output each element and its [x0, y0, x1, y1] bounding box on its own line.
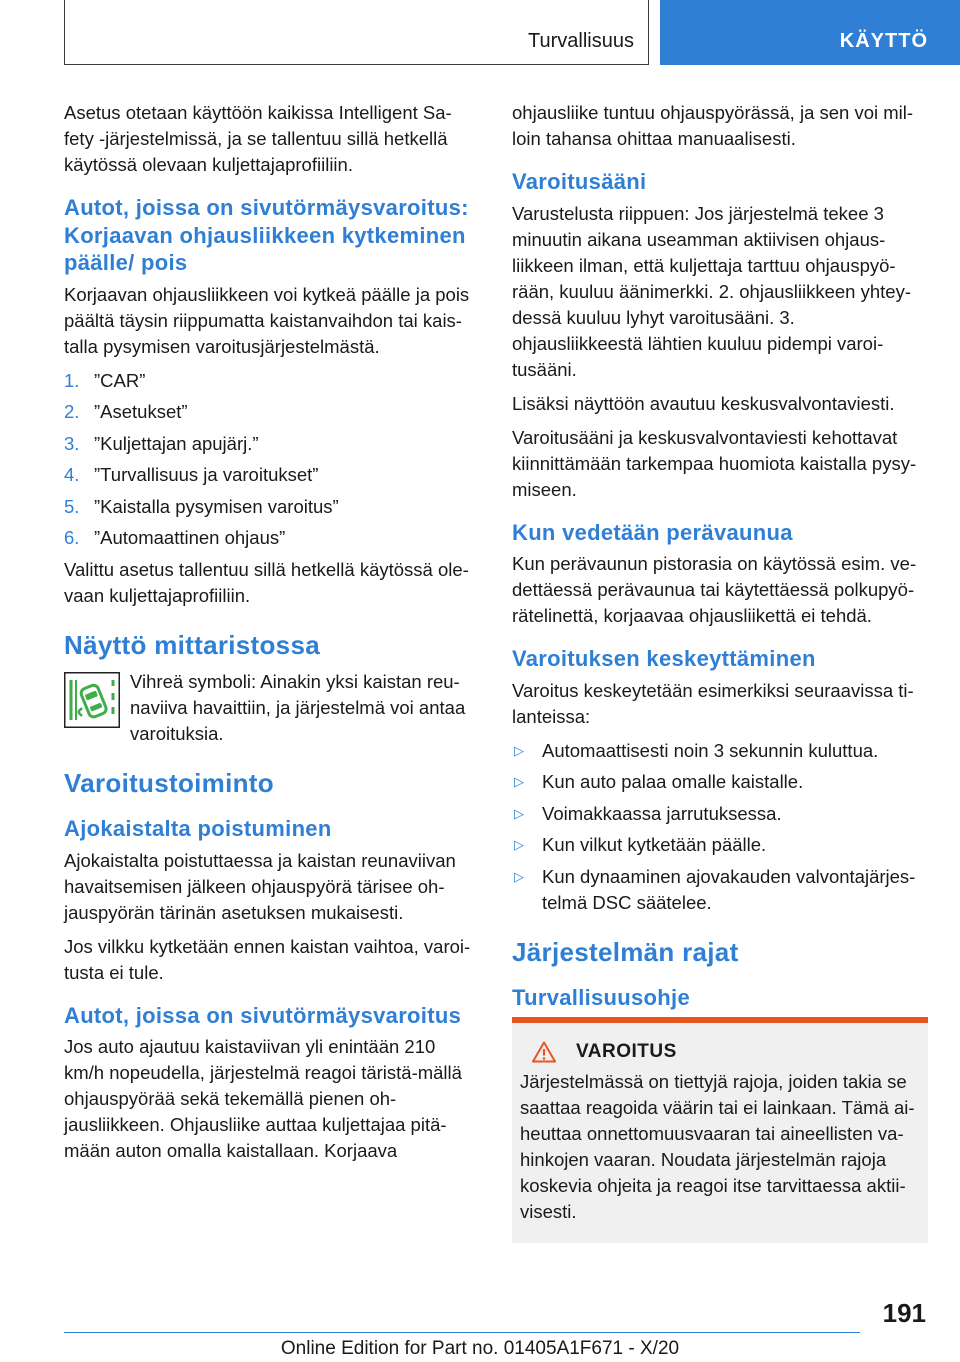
list-item	[64, 525, 480, 551]
step-number: 6.	[64, 527, 80, 548]
step-text: ”Automaattinen ohjaus”	[94, 527, 286, 548]
intro-paragraph: Asetus otetaan käyttöön kaikissa Intelligent Sa-fety -järjestelmissä, ja se tallentuu sillä hetkellä käytössä olevaan kuljettajaprofiiliin.	[64, 102, 452, 175]
step-number: 4.	[64, 464, 80, 485]
warning-text: Järjestelmässä on tiettyjä rajoja, joiden takia se saattaa reagoida väärin tai ei lainkaan. Tämä ai-heuttaa onnettomuusvaaran tai aineellisten va-hinkojen vaaran. Noudata järjestelmän rajoja koskevia ohjeita ja reagoi itse tarvittaessa aktii-visesti.	[520, 1071, 915, 1222]
bullet-text: Kun vilkut kytketään päälle.	[542, 834, 767, 855]
paragraph-sound-3: Varoitusääni ja keskusvalvontaviesti kehottavat kiinnittämään tarkempaa huomiota kaistalla pysy-miseen.	[512, 426, 917, 500]
heading-leave: Ajokaistalta poistuminen	[64, 816, 332, 841]
list-item	[512, 769, 928, 795]
step-text: ”CAR”	[94, 369, 146, 391]
right-column	[512, 100, 928, 1243]
heading-safety: Turvallisuusohje	[512, 984, 690, 1010]
warning-box	[512, 1017, 928, 1243]
paragraph-trailer: Kun perävaunun pistorasia on käytössä esim. ve-dettäessä perävaunua tai käytettäessä polkupyö-rätelinettä, korjaavaa ohjausliikettä ei tehdä.	[512, 553, 917, 626]
footer-divider	[64, 1332, 860, 1333]
bullet-text: Voimakkaassa jarrutuksessa.	[542, 802, 782, 824]
step-number: 2.	[64, 401, 80, 422]
header-chapter-title: KÄYTTÖ	[839, 30, 928, 52]
bullet-triangle-icon: ▷	[514, 868, 524, 884]
warning-header	[520, 1041, 918, 1063]
list-item	[64, 494, 480, 520]
symbol-row	[64, 669, 480, 747]
lane-departure-symbol-icon	[64, 672, 120, 728]
paragraph-switch: Korjaavan ohjausliikkeen voi kytkeä päälle ja pois päältä täysin riippumatta kaistanvaihdon tai kais-talla pysymisen varoitusjärjestelmästä.	[64, 283, 470, 357]
list-item	[64, 462, 480, 488]
list-item	[64, 431, 480, 457]
step-number: 5.	[64, 495, 80, 517]
bullet-text: Kun auto palaa omalle kaistalle.	[542, 771, 804, 792]
interrupt-list	[512, 738, 928, 916]
bullet-text: Automaattisesti noin 3 sekunnin kuluttua.	[542, 739, 879, 761]
heading-function: Varoitustoiminto	[64, 768, 274, 798]
heading-interrupt: Varoituksen keskeyttäminen	[512, 646, 816, 671]
bullet-triangle-icon: ▷	[514, 742, 524, 758]
footer-edition: Online Edition for Part no. 01405A1F671 - X/20	[280, 1338, 680, 1359]
paragraph-continued: ohjausliike tuntuu ohjauspyörässä, ja sen voi mil-loin tahansa ohittaa manuaalisesti.	[512, 102, 914, 149]
bullet-triangle-icon: ▷	[514, 774, 524, 789]
list-item	[64, 368, 480, 394]
list-item	[64, 399, 480, 425]
warning-title: VAROITUS	[576, 1041, 677, 1062]
paragraph-symbol: Vihreä symboli: Ainakin yksi kaistan reu-naviiva havaittiin, ja järjestelmä voi antaa varoituksia.	[130, 671, 466, 744]
list-item	[512, 864, 928, 916]
left-column	[64, 100, 480, 1172]
paragraph-leave-1: Ajokaistalta poistuttaessa ja kaistan reunaviivan havaitsemisen jälkeen ohjauspyörä tärisee oh-jauspyörän tärinän asetuksen mukaisesti.	[64, 849, 456, 923]
step-text: ”Turvallisuus ja varoitukset”	[94, 464, 319, 485]
list-item	[512, 738, 928, 764]
step-text: ”Kuljettajan apujärj.”	[94, 432, 259, 454]
heading-sound: Varoitusääni	[512, 169, 647, 194]
paragraph-leave-2: Jos vilkku kytketään ennen kaistan vaihtoa, varoi-tusta ei tule.	[64, 935, 471, 983]
step-text: ”Asetukset”	[94, 401, 188, 422]
list-item	[512, 801, 928, 827]
heading-display: Näyttö mittaristossa	[64, 630, 320, 660]
heading-trailer: Kun vedetään perävaunua	[512, 519, 793, 545]
page-number: 191	[882, 1298, 926, 1328]
paragraph-sound-2: Lisäksi näyttöön avautuu keskusvalvontaviesti.	[512, 392, 895, 414]
step-text: ”Kaistalla pysymisen varoitus”	[94, 495, 339, 517]
header-section-box	[64, 0, 649, 65]
bullet-triangle-icon: ▷	[514, 805, 524, 821]
step-number: 1.	[64, 369, 80, 391]
header-section-title: Turvallisuus	[528, 30, 634, 52]
paragraph-saved: Valittu asetus tallentuu sillä hetkellä käytössä ole-vaan kuljettajaprofiiliin.	[64, 559, 469, 606]
heading-limits: Järjestelmän rajat	[512, 936, 739, 967]
heading-side-collision: Autot, joissa on sivutörmäysvaroitus	[64, 1002, 462, 1028]
bullet-text: Kun dynaaminen ajovakauden valvontajärjes-telmä DSC säätelee.	[542, 865, 916, 913]
heading-switch: Autot, joissa on sivutörmäysvaroitus: Korjaavan ohjausliikkeen kytkeminen päälle/ pois	[64, 195, 469, 275]
paragraph-side-collision: Jos auto ajautuu kaistaviivan yli enintään 210 km/h nopeudella, järjestelmä reagoi täristä-mällä ohjauspyörää sekä tekemällä pienen oh-jausliikkeen. Ohjausliike auttaa kuljettajaa pitä-mään auton omalla kaistallaan. Korjaava	[64, 1036, 462, 1161]
header-chapter-tab	[660, 0, 960, 65]
paragraph-sound-1: Varustelusta riippuen: Jos järjestelmä tekee 3 minuutin aikana useamman aktiivisen ohjaus-liikkeen ilman, että kuljettaja tarttuu ohjauspyö-rään, kuuluu äänimerkki. 2. ohjausliikkeen yhtey-dessä kuuluu lyhyt varoitusääni. 3. ohjausliikkeestä lähtien kuuluu pidempi varoi-tusääni.	[512, 202, 911, 380]
step-number: 3.	[64, 432, 80, 454]
paragraph-interrupt: Varoitus keskeytetään esimerkiksi seuraavissa ti-lanteissa:	[512, 679, 914, 727]
list-item	[512, 832, 928, 858]
warning-triangle-icon	[532, 1041, 556, 1063]
bullet-triangle-icon: ▷	[514, 837, 524, 852]
steps-list	[64, 368, 480, 552]
